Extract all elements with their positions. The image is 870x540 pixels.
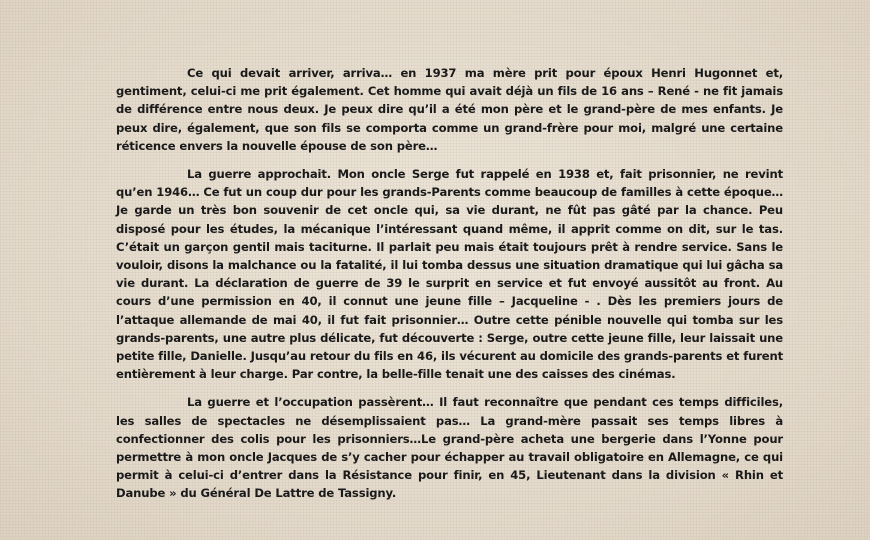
document-page [116, 64, 783, 513]
paragraph-1: Ce qui devait arriver, arriva… en 1937 ma mère prit pour époux Henri Hugonnet et, gentiment, celui-ci me prit également. Cet homme qui avait déjà un fils de 16 ans – René - ne fit jamais de différence entre nous deux. Je peux dire qu’il a été mon père et le grand-père de mes enfants. Je peux dire, également, que son fils se comporta comme un grand-frère pour moi, malgré une certaine réticence envers la nouvelle épouse de son père… [116, 66, 783, 153]
paragraph-3: La guerre et l’occupation passèrent… Il faut reconnaître que pendant ces temps difficiles, les salles de spectacles ne désemplissaient pas… La grand-mère passait ses temps libres à confectionner des colis pour les prisonniers…Le grand-père acheta une bergerie dans l’Yonne pour permettre à mon oncle Jacques de s’y cacher pour échapper au travail obligatoire en Allemagne, ce qui permit à celui-ci d’entrer dans la Résistance pour finir, en 45, Lieutenant dans la division « Rhin et Danube » du Général De Lattre de Tassigny. [116, 395, 783, 501]
paragraph-2: La guerre approchait. Mon oncle Serge fut rappelé en 1938 et, fait prisonnier, ne revint qu’en 1946… Ce fut un coup dur pour les grands-Parents comme beaucoup de familles à cette époque… Je garde un très bon souvenir de cet oncle qui, sa vie durant, ne fût pas gâté par la chance. Peu disposé pour les études, la mécanique l’intéressant quand même, il apprit comme on dit, sur le tas. C’était un garçon gentil mais taciturne. Il parlait peu mais était toujours prêt à rendre service. Sans le vouloir, disons la malchance ou la fatalité, il lui tomba dessus une situation dramatique qui lui gâcha sa vie durant. La déclaration de guerre de 39 le surprit en service et fut envoyé aussitôt au front. Au cours d’une permission en 40, il connut une jeune fille – Jacqueline - . Dès les premiers jours de l’attaque allemande de mai 40, il fut fait prisonnier… Outre cette pénible nouvelle qui tomba sur les grands-parents, une autre plus délicate, fut découverte : Serge, outre cette jeune fille, leur laissait une petite fille, Danielle. Jusqu’au retour du fils en 46, ils vécurent au domicile des grands-parents et furent entièrement à leur charge. Par contre, la belle-fille tenait une des caisses des cinémas. [116, 167, 783, 382]
